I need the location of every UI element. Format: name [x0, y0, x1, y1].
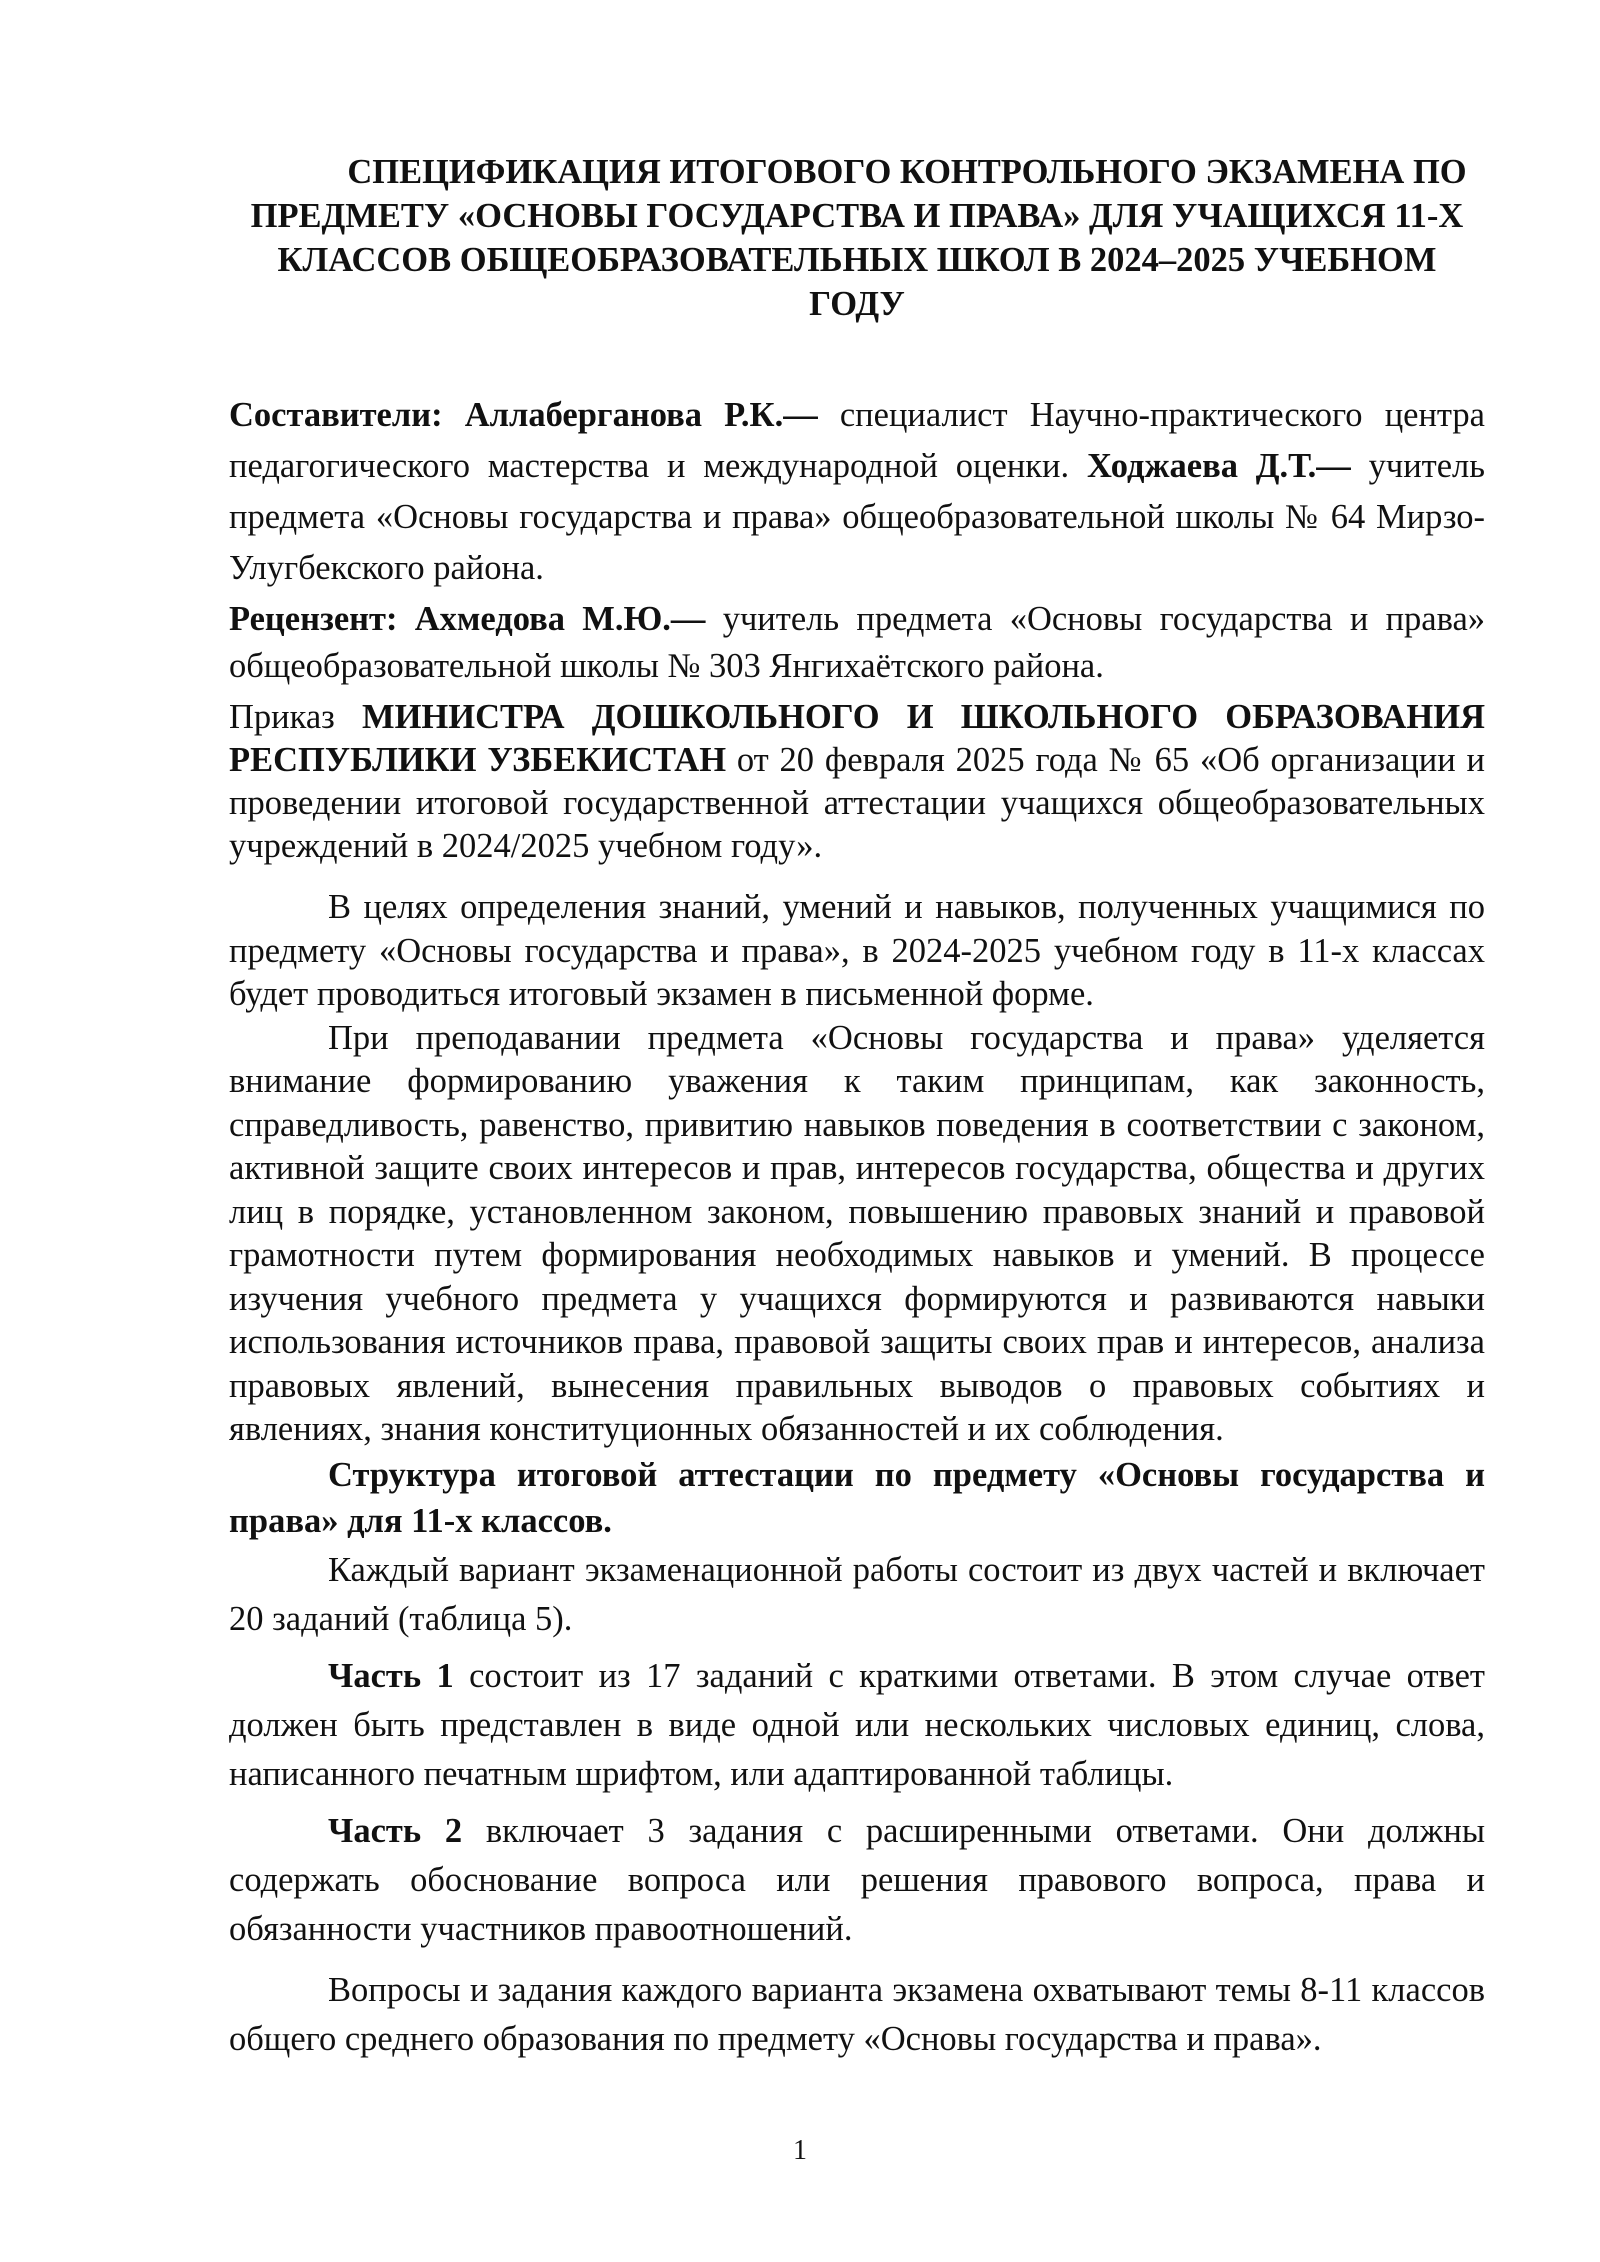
author2-description: учитель предмета «Основы государства и права» общеобразовательной школы № 64 Мирзо-Улугбекского района. — [229, 447, 1485, 587]
topics-paragraph: Вопросы и задания каждого варианта экзамена охватывают темы 8-11 классов общего среднего образования по предмету «Основы государства и права». — [229, 1970, 1485, 2058]
document-title: СПЕЦИФИКАЦИЯ ИТОГОВОГО КОНТРОЛЬНОГО ЭКЗАМЕНА ПО ПРЕДМЕТУ «ОСНОВЫ ГОСУДАРСТВА И ПРАВА» ДЛЯ УЧАЩИХСЯ 11-Х КЛАССОВ ОБЩЕОБРАЗОВАТЕЛЬНЫХ ШКОЛ В 2024–2025 УЧЕБНОМ ГОДУ — [250, 153, 1467, 323]
part2-label: Часть 2 — [328, 1811, 463, 1850]
reviewer-description: учитель предмета «Основы государства и права» общеобразовательной школы № 303 Янгихаётского района. — [229, 600, 1486, 685]
author1-name: Аллаберганова Р.К.— — [464, 396, 818, 434]
order-block — [229, 696, 1485, 868]
reviewer-name: Ахмедова М.Ю.— — [414, 600, 706, 638]
reviewer-label: Рецензент: — [229, 600, 398, 638]
structure-heading: Структура итоговой аттестации по предмету «Основы государства и права» для 11-х классов. — [229, 1455, 1485, 1540]
part2-paragraph — [229, 1807, 1485, 1954]
document-page — [229, 150, 1485, 2064]
authors-block — [229, 390, 1485, 594]
part1-text: состоит из 17 заданий с краткими ответами. В этом случае ответ должен быть представлен в виде одной или нескольких числовых единиц, слова, написанного печатным шрифтом, или адаптированной таблицы. — [229, 1656, 1486, 1793]
authors-label: Составители: — [229, 396, 443, 434]
order-prefix: Приказ — [229, 698, 362, 736]
variant-paragraph: Каждый вариант экзаменационной работы состоит из двух частей и включает 20 заданий (таблица 5). — [229, 1550, 1485, 1638]
body-text — [229, 886, 1485, 2064]
author1-description: специалист Научно-практического центра педагогического мастерства и международной оценки. — [229, 396, 1485, 485]
author2-name: Ходжаева Д.Т.— — [1086, 447, 1351, 485]
reviewer-block — [229, 596, 1485, 690]
intro-paragraph: В целях определения знаний, умений и навыков, полученных учащимися по предмету «Основы государства и права», в 2024-2025 учебном году в 11-х классах будет проводиться итоговый экзамен в письменной форме. — [229, 888, 1485, 1013]
teaching-paragraph: При преподавании предмета «Основы государства и права» уделяется внимание формированию уважения к таким принципам, как законность, справедливость, равенство, привитию навыков поведения в соответствии с законом, активной защите своих интересов и прав, интересов государства, общества и других лиц в порядке, установленном законом, повышению правовых знаний и правовой грамотности путем формирования необходимых навыков и умений. В процессе изучения учебного предмета у учащихся формируются и развиваются навыки использования источников права, правовой защиты своих прав и интересов, анализа правовых явлений, вынесения правильных выводов о правовых событиях и явлениях, знания конституционных обязанностей и их соблюдения. — [229, 1018, 1485, 1448]
order-details: от 20 февраля 2025 года № 65 «Об организации и проведении итоговой государственной аттестации учащихся общеобразовательных учреждений в 2024/2025 учебном году». — [229, 741, 1485, 865]
order-authority: МИНИСТРА ДОШКОЛЬНОГО И ШКОЛЬНОГО ОБРАЗОВАНИЯ РЕСПУБЛИКИ УЗБЕКИСТАН — [229, 698, 1486, 779]
part2-text: включает 3 задания с расширенными ответами. Они должны содержать обоснование вопроса или решения правового вопроса, права и обязанности участников правоотношений. — [229, 1811, 1486, 1948]
part1-paragraph — [229, 1652, 1485, 1799]
page-number: 1 — [793, 2135, 807, 2166]
part1-label: Часть 1 — [328, 1656, 454, 1695]
